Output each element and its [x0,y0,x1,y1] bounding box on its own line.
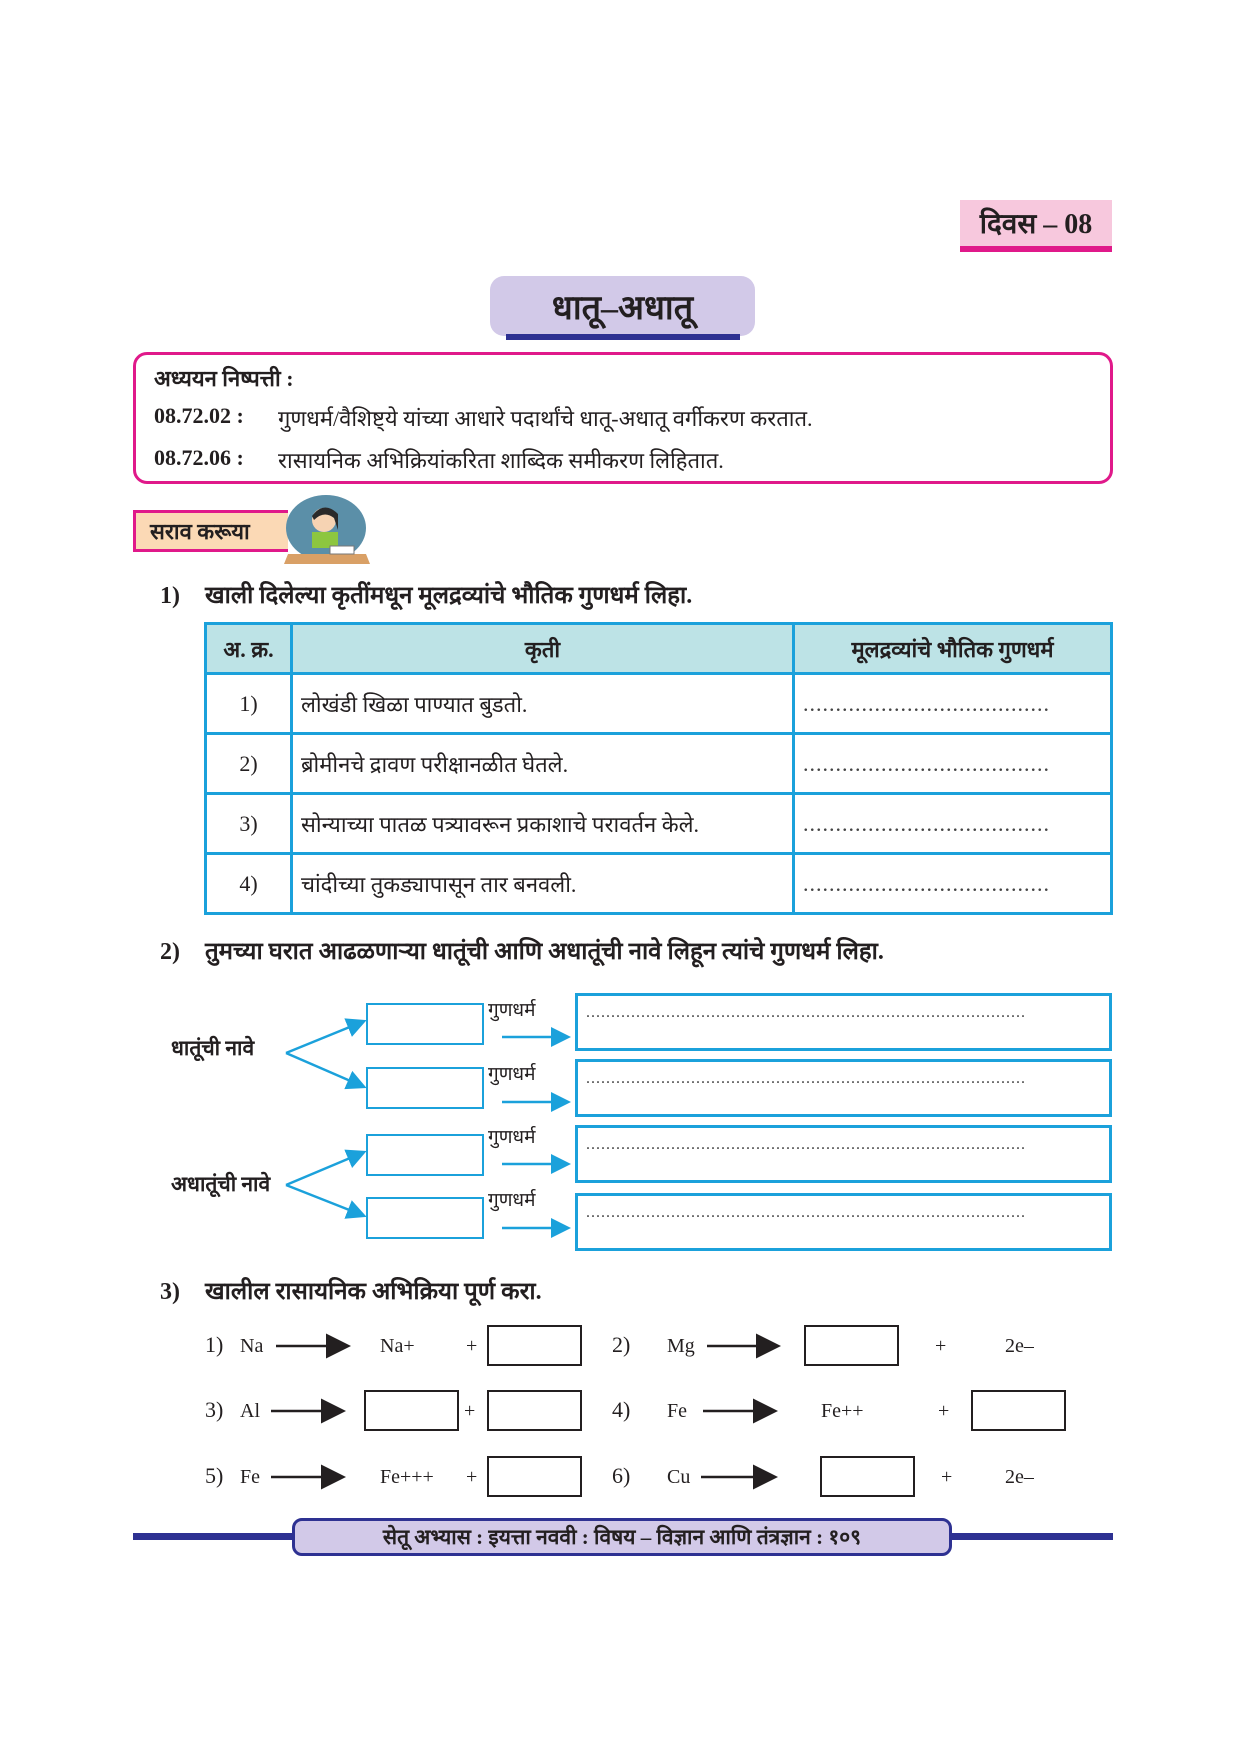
answer-box[interactable] [487,1456,582,1497]
eq-plus: + [935,1335,947,1357]
question-number: 3) [160,1279,180,1305]
answer-box[interactable] [820,1456,915,1497]
row-activity: चांदीच्या तुकड्यापासून तार बनवली. [292,854,794,914]
answer-box[interactable] [971,1390,1066,1431]
eq-reactant: Al [240,1400,260,1422]
eq-number: 1) [205,1332,224,1357]
eq-reactant: Fe [667,1400,687,1422]
row-activity: लोखंडी खिळा पाण्यात बुडतो. [292,674,794,734]
day-badge: दिवस – 08 [960,200,1112,252]
eq-plus: + [938,1400,950,1422]
eq-number: 2) [612,1332,631,1357]
answer-field[interactable]: ...................................... [794,794,1112,854]
answer-field[interactable]: ...................................... [794,734,1112,794]
eq-product: Fe+++ [380,1466,434,1488]
outcomes-heading: अध्ययन निष्पत्ती : [154,366,294,391]
property-label: गुणधर्म [488,1064,536,1085]
property-input[interactable]: ........................................................................................ [575,1125,1112,1183]
col-header-serial: अ. क्र. [206,624,292,674]
metals-label: धातूंची नावे [171,1036,255,1060]
answer-box[interactable] [364,1390,459,1431]
row-number: 1) [206,674,292,734]
property-label: गुणधर्म [488,1190,536,1211]
row-number: 3) [206,794,292,854]
footer: सेतू अभ्यास : इयत्ता नववी : विषय – विज्ञान आणि तंत्रज्ञान : १०९ [292,1518,952,1556]
eq-reactant: Cu [667,1466,691,1488]
eq-number: 4) [612,1397,631,1422]
outcome-code: 08.72.02 : [154,403,244,428]
outcome-text: गुणधर्म/वैशिष्ट्ये यांच्या आधारे पदार्थांचे धातू-अधातू वर्गीकरण करतात. [278,406,813,431]
answer-field[interactable]: ...................................... [794,674,1112,734]
eq-number: 5) [205,1463,224,1488]
eq-electrons: 2e– [1005,1335,1034,1357]
page-title: धातू–अधातू [490,276,755,336]
answer-box[interactable] [487,1325,582,1366]
answer-field[interactable]: ...................................... [794,854,1112,914]
answer-box[interactable] [804,1325,899,1366]
row-number: 2) [206,734,292,794]
property-input[interactable]: ........................................................................................ [575,1193,1112,1251]
row-activity: सोन्याच्या पातळ पत्र्यावरून प्रकाशाचे परावर्तन केले. [292,794,794,854]
eq-number: 6) [612,1463,631,1488]
question-text: खालील रासायनिक अभिक्रिया पूर्ण करा. [205,1279,542,1305]
practice-label: सराव करूया [133,510,288,552]
row-activity: ब्रोमीनचे द्रावण परीक्षानळीत घेतले. [292,734,794,794]
col-header-activity: कृती [292,624,794,674]
eq-plus: + [464,1400,476,1422]
eq-product: Na+ [380,1335,415,1357]
outcome-text: रासायनिक अभिक्रियांकरिता शाब्दिक समीकरण लिहितात. [278,448,724,473]
col-header-properties: मूलद्रव्यांचे भौतिक गुणधर्म [794,624,1112,674]
eq-product: Fe++ [821,1400,864,1422]
eq-reactant: Fe [240,1466,260,1488]
answer-box[interactable] [487,1390,582,1431]
eq-plus: + [941,1466,953,1488]
eq-reactant: Na [240,1335,264,1357]
question-text: तुमच्या घरात आढळणाऱ्या धातूंची आणि अधातूंची नावे लिहून त्यांचे गुणधर्म लिहा. [205,939,884,965]
eq-reactant: Mg [667,1335,695,1357]
question-number: 2) [160,939,180,965]
property-input[interactable]: ........................................................................................ [575,1059,1112,1117]
question-number: 1) [160,583,180,609]
eq-plus: + [466,1466,478,1488]
property-input[interactable]: ........................................................................................ [575,993,1112,1051]
row-number: 4) [206,854,292,914]
eq-number: 3) [205,1397,224,1422]
outcome-code: 08.72.06 : [154,445,244,470]
nonmetals-label: अधातूंची नावे [171,1172,271,1196]
question-text: खाली दिलेल्या कृतींमधून मूलद्रव्यांचे भौतिक गुणधर्म लिहा. [205,583,693,609]
eq-electrons: 2e– [1005,1466,1034,1488]
property-label: गुणधर्म [488,1000,536,1021]
eq-plus: + [466,1335,478,1357]
property-label: गुणधर्म [488,1127,536,1148]
